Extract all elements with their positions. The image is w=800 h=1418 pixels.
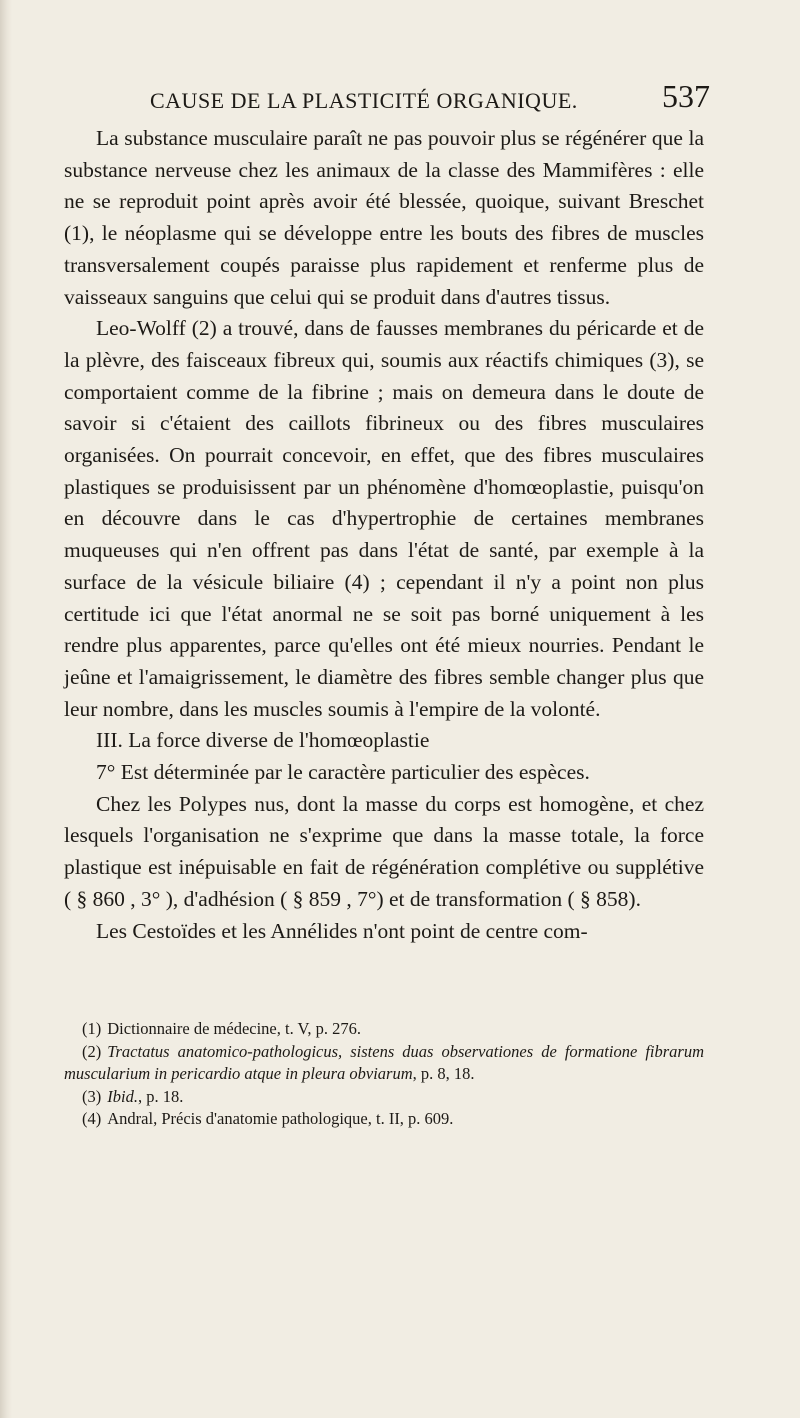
footnote bbox=[64, 1086, 704, 1109]
footnote-number: (2) bbox=[82, 1041, 102, 1061]
paragraph: Chez les Polypes nus, dont la masse du corps est homogène, et chez lesquels l'organisation ne s'exprime que dans la masse totale, la force plastique est inépuisable en fait de régénération complétive ou supplétive ( § 860 , 3° ), d'adhésion ( § 859 , 7°) et de transformation ( § 858). bbox=[64, 791, 704, 911]
footnote-text: , p. 18. bbox=[137, 1086, 184, 1106]
footnote-number: (3) bbox=[82, 1086, 102, 1106]
main-text bbox=[64, 123, 704, 947]
footnote-italic-text: Ibid. bbox=[107, 1086, 138, 1106]
running-title: CAUSE DE LA PLASTICITÉ ORGANIQUE. bbox=[150, 88, 578, 113]
page-header bbox=[150, 80, 710, 116]
footnote-number: (1) bbox=[82, 1019, 102, 1038]
paragraph: Leo-Wolff (2) a trouvé, dans de fausses membranes du péricarde et de la plèvre, des faisceaux fibreux qui, soumis aux réactifs chimiques (3), se comportaient comme de la fibrine ; mais on demeura dans le doute de savoir si c'étaient des caillots fibrineux ou des fibres musculaires organisées. On pourrait concevoir, en effet, que des fibres musculaires plastiques se produisissent par un phénomène d'homœoplastie, puisqu'on en découvre dans le cas d'hypertrophie de certaines membranes muqueuses qui n'en offrent pas dans l'état de santé, par exemple à la surface de la vésicule biliaire (4) ; cependant il n'y a point non plus certitude ici que l'état anormal ne se soit pas borné uniquement à les rendre plus apparentes, parce qu'elles ont été mieux nourries. Pendant le jeûne et l'amaigrissement, le diamètre des fibres semble changer plus que leur nombre, dans les muscles soumis à l'empire de la volonté. bbox=[64, 316, 704, 721]
footnotes bbox=[64, 1018, 704, 1131]
footnote-text: Dictionnaire de médecine, t. V, p. 276. bbox=[107, 1019, 361, 1038]
paragraph: Les Cestoïdes et les Annélides n'ont point de centre com- bbox=[96, 918, 588, 943]
page-number: 537 bbox=[662, 78, 710, 114]
footnote bbox=[64, 1041, 704, 1086]
footnote-italic-text: Tractatus anatomico-pathologicus, sistens duas observationes de formatione fibrarum muscularium in pericardio atque in pleura obviarum bbox=[64, 1041, 704, 1083]
footnote bbox=[64, 1108, 704, 1131]
footnote-text: Andral, Précis d'anatomie pathologique, t. II, p. 609. bbox=[107, 1109, 454, 1128]
paragraph: 7° Est déterminée par le caractère particulier des espèces. bbox=[96, 760, 590, 785]
page-edge bbox=[0, 0, 12, 1418]
paragraph: La substance musculaire paraît ne pas pouvoir plus se régénérer que la substance nerveuse chez les animaux de la classe des Mammifères : elle ne se reproduit point après avoir été blessée, quoique, suivant Breschet (1), le néoplasme qui se développe entre les bouts des fibres de muscles transversalement coupés paraisse plus rapidement et renferme plus de vaisseaux sanguins que celui qui se produit dans d'autres tissus. bbox=[64, 126, 704, 309]
footnote-text: , p. 8, 18. bbox=[412, 1064, 475, 1083]
footnote-number: (4) bbox=[82, 1109, 102, 1128]
footnote bbox=[64, 1018, 704, 1041]
section-heading: III. La force diverse de l'homœoplastie bbox=[96, 728, 430, 753]
